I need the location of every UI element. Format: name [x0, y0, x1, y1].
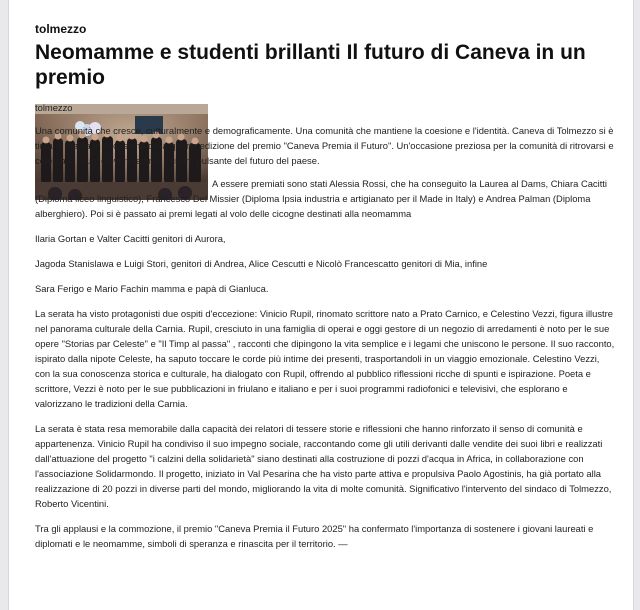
article-paragraph: Tra gli applausi e la commozione, il premio "Caneva Premia il Futuro 2025" ha confermato l'importanza di sostenere i giovani laureati e diplomati e le neomamme, simboli di speranza e rinascita per il territorio. —: [35, 523, 594, 549]
article-kicker: tolmezzo: [35, 22, 87, 36]
article-paragraph: La serata è stata resa memorabile dalla capacità dei relatori di tessere storie e riflessioni che hanno rinforzato il senso di comunità e appartenenza. Vinicio Rupil ha condiviso il suo impegno sociale, raccontando come gli utili derivanti dalle vendite dei suoi libri e realizzati dall'attuazione del progetto "i calzini della solidarietà" siano destinati alla costruzione di pozzi d'acqua in Africa, in collaborazione con l'associazione Solidarmondo. Il progetto, iniziato in Val Pesarina che ha visto parte attiva e propulsiva Paolo Agostinis, ha già portato alla realizzazione di 20 pozzi in diverse parti del mondo, migliorando la vita di molte comunità. Significativo l'intervento del sindaco di Tolmezzo, Roberto Vicentini.: [35, 423, 612, 509]
article-paragraph: A essere premiati sono stati Alessia Rossi, che ha conseguito la Laurea al Dams, Chiara Cacitti (Diploma liceo linguistico), Francesco Del Missier (Diploma Ipsia industria e artigianato per il Made in Italy) e Andrea Palman (Diploma alberghiero). Poi si è passato ai premi legati al volo delle cicogne destinati alla neomamma: [35, 178, 607, 219]
article-paragraph: Ilaria Gortan e Valter Cacitti genitori di Aurora,: [35, 233, 226, 244]
article-paragraph: La serata ha visto protagonisti due ospiti d'eccezione: Vinicio Rupil, rinomato scrittore nato a Prato Carnico, e Celestino Vezzi, figura illustre nel panorama culturale della Carnia. Rupil, cresciuto in una famiglia di operai e oggi gestore di un negozio di arredamenti è noto per le sue opere "Storias par Celeste" e "Il Timp al passa" , racconti che dipingono la vita semplice e i legami che uniscono le persone. Il suo racconto, ispirato dalla nipote Celeste, ha saputo toccare le corde più intime dei presenti, trasportandoli in un viaggio emozionale. Celestino Vezzi, con la sua conoscenza storica e culturale, ha dialogato con Rupil, offrendo al pubblico riflessioni ricche di spunti e ispirazione. Poeta e scrittore, Vezzi è noto per le sue pubblicazioni in friulano e italiano e per i suoi programmi radiofonici e televisivi, che esplorano e valorizzano le tradizioni della Carnia.: [35, 308, 615, 409]
article-title: Neomamme e studenti brillanti Il futuro di Caneva in un premio: [35, 41, 586, 89]
article-body: [35, 100, 615, 557]
article-paragraph: Jagoda Stanislawa e Luigi Stori, genitori di Andrea, Alice Cescutti e Nicolò Francescatto genitori di Mia, infine: [35, 258, 488, 269]
article-paragraph: Una comunità che cresce, culturalmente e demograficamente. Una comunità che mantiene la coesione e l'identità. Caneva di Tolmezzo si è tinta di magia in occasione della quarta edizione del premio "Caneva Premia il Futuro". Un'occasione preziosa per la comunità di ritrovarsi e celebrare i suoi giovani talenti, il cuore pulsante del futuro del paese.: [35, 125, 614, 166]
article-page: [8, 0, 634, 610]
article-paragraph: Sara Ferigo e Mario Fachin mamma e papà di Gianluca.: [35, 283, 269, 294]
article-place: tolmezzo: [35, 102, 73, 113]
